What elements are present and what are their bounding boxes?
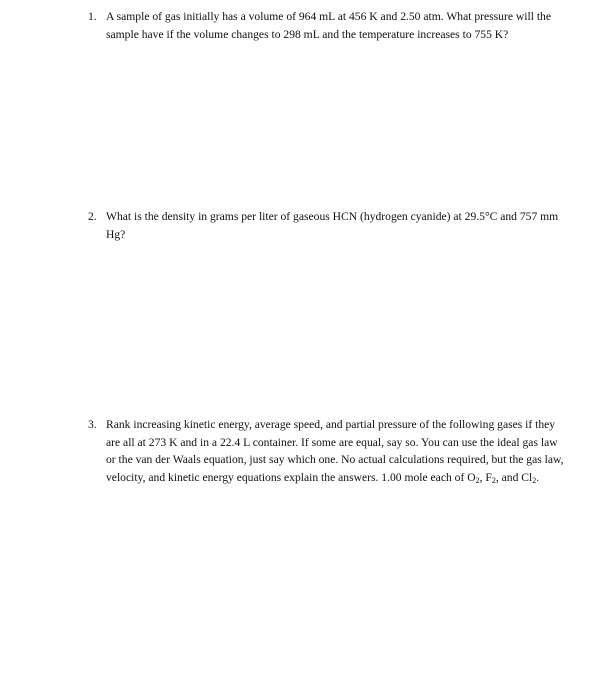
question-1 — [88, 8, 570, 43]
question-text-main: Rank increasing kinetic energy, average speed, and partial pressure of the following gases if they are all at 273 K and in a 22.4 L container. If some are equal, say so. You can use the ideal gas law or the van der Waals equation, just say which one. No actual calculations required, but the gas law, velocity, and kinetic energy equations explain the answers. 1.00 mole each of — [106, 418, 564, 484]
species-o2: $O_2$ — [467, 470, 480, 485]
question-text: What is the density in grams per liter of gaseous HCN (hydrogen cyanide) at 29.5°C and 757 mm Hg? — [106, 210, 559, 241]
species-f2: $F_2$ — [485, 470, 496, 485]
question-number: 2. — [88, 210, 97, 223]
question-text: Rank increasing kinetic energy, average speed, and partial pressure of the following gases if they are all at 273 K and in a 22.4 L container. If some are equal, say so. You can use the ideal gas law or the van der Waals equation, just say which one. No actual calculations required, but the gas law, velocity, and kinetic energy equations explain the answers. 1.00 mole each of $O_2$, $F_2$, and $Cl_2$. — [106, 418, 564, 485]
question-2 — [88, 208, 570, 243]
species-cl2: $Cl_2$ — [521, 470, 537, 485]
question-number: 3. — [88, 418, 97, 431]
question-text: A sample of gas initially has a volume of 964 mL at 456 K and 2.50 atm. What pressure will the sample have if the volume changes to 298 mL and the temperature increases to 755 K? — [106, 10, 551, 41]
question-number: 1. — [88, 10, 97, 23]
question-3 — [88, 416, 570, 486]
